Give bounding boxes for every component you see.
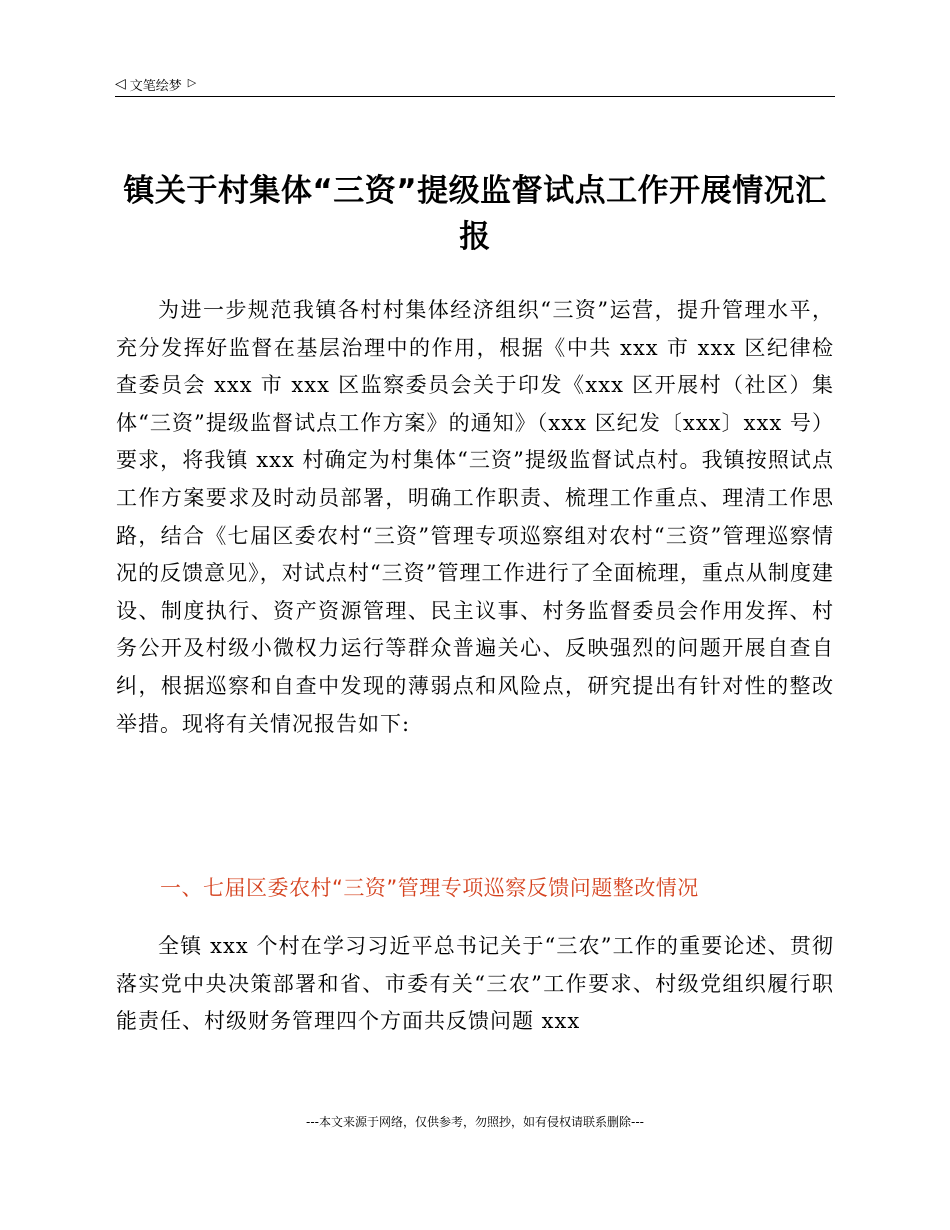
triangle-right-icon: ▷ (187, 75, 197, 89)
section-heading-1: 一、七届区委农村“三资”管理专项巡察反馈问题整改情况 (160, 876, 699, 900)
header-brand: 文笔绘梦 (129, 78, 182, 94)
page-header (115, 72, 835, 96)
body-paragraph-intro: 为进一步规范我镇各村村集体经济组织“三资”运营，提升管理水平，充分发挥好监督在基层治理中的作用，根据《中共 xxx 市 xxx 区纪律检查委员会 xxx 市 xxx 区监察委员会关于印发《xxx 区开展村（社区）集体“三资”提级监督试点工作方案》的通知》（xxx 区纪发〔xxx〕xxx 号）要求，将我镇 xxx 村确定为村集体“三资”提级监督试点村。我镇按照试点工作方案要求及时动员部署，明确工作职责、梳理工作重点、理清工作思路，结合《七届区委农村“三资”管理专项巡察组对农村“三资”管理巡察情况的反馈意见》，对试点村“三资”管理工作进行了全面梳理，重点从制度建设、制度执行、资产资源管理、民主议事、村务监督委员会作用发挥、村务公开及村级小微权力运行等群众普遍关心、反映强烈的问题开展自查自纠，根据巡察和自查中发现的薄弱点和风险点，研究提出有针对性的整改举措。现将有关情况报告如下: (116, 298, 834, 736)
document-title: 镇关于村集体“三资”提级监督试点工作开展情况汇报 (123, 173, 827, 255)
triangle-left-icon: ◁ (115, 76, 126, 92)
body-paragraph-section-1: 全镇 xxx 个村在学习习近平总书记关于“三农”工作的重要论述、贯彻落实党中央决策部署和省、市委有关“三农”工作要求、村级党组织履行职能责任、村级财务管理四个方面共反馈问题 xxx (116, 934, 834, 1034)
footer-disclaimer: ---本文来源于网络，仅供参考，勿照抄，如有侵权请联系删除--- (306, 1115, 644, 1129)
header-divider (115, 96, 835, 97)
